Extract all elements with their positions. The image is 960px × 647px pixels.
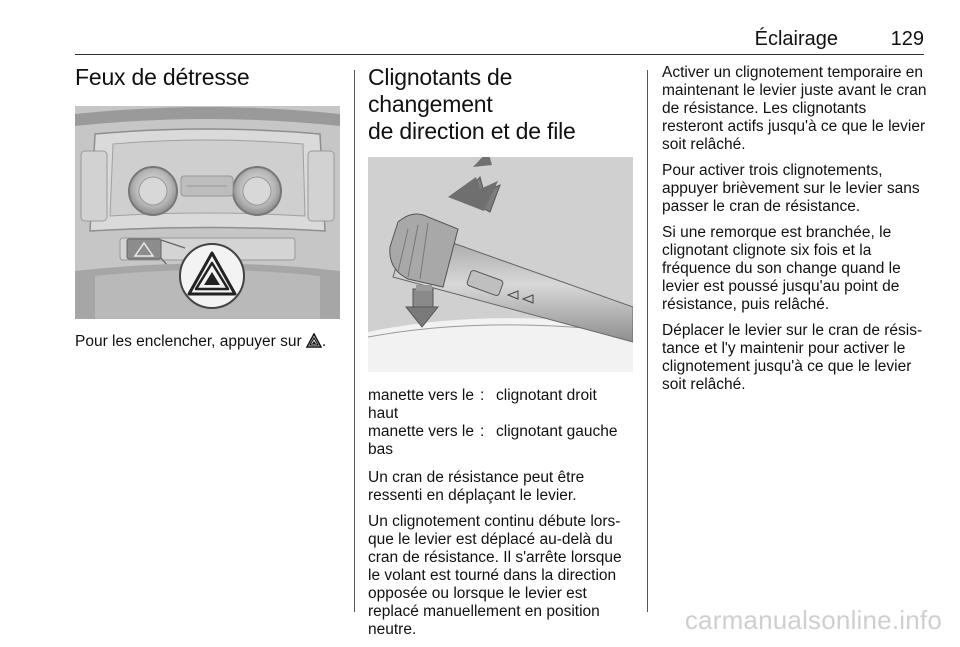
hazard-section-heading: Feux de détresse: [75, 64, 250, 90]
body-paragraph: Pour activer trois clignotements, appuyer brièvement sur le levier sans passer le cran de résistance.: [662, 162, 920, 215]
hazard-instruction: Pour les enclencher, appuyer sur .: [75, 333, 327, 350]
table-row: manette vers le bas : clignotant gauche: [368, 423, 618, 458]
body-paragraph: Activer un clignotement temporaire en maintenant le levier juste avant le cran de résistance. Les clignotants resteront actifs jusqu'à ce que le levier soit relâché.: [662, 64, 927, 153]
page-number: 129: [890, 28, 924, 50]
page-header: [75, 28, 924, 55]
turn-signal-lever-illustration: [368, 157, 633, 372]
hazard-switch-illustration: [75, 106, 340, 319]
table-row: manette vers le haut : clignotant droit: [368, 387, 597, 422]
column-turn-signals: [368, 64, 633, 647]
column-hazard-lights: [75, 64, 340, 359]
signal-direction-table: [368, 387, 633, 459]
section-title: Éclairage: [754, 28, 838, 50]
body-paragraph: Déplacer le levier sur le cran de résis-tance et l'y maintenir pour activer le clignotement jusqu'à ce que le levier soit relâché.: [662, 322, 923, 393]
column-divider: [647, 70, 648, 612]
lever-picture: [368, 157, 633, 372]
column-turn-signals-cont: [662, 64, 930, 402]
dashboard-console-picture: [75, 106, 340, 319]
body-paragraph: Un cran de résistance peut être ressenti en déplaçant le levier.: [368, 469, 585, 504]
turn-signal-heading: Clignotants de changement de direction et de file: [368, 64, 576, 144]
watermark: carmanualsonline.info: [684, 605, 942, 635]
body-paragraph: Un clignotement continu débute lors-que le levier est déplacé au-delà du cran de résistance. Il s'arrête lorsque le volant est tourné dans la direction opposée ou lorsque le levier est replacé manuellement en position neutre.: [368, 513, 622, 638]
hazard-warning-icon: [306, 333, 322, 348]
column-divider: [354, 70, 355, 612]
body-paragraph: Si une remorque est branchée, le clignotant clignote six fois et la fréquence du son change quand le levier est poussé jusqu'au point de résistance, puis relâché.: [662, 224, 901, 313]
